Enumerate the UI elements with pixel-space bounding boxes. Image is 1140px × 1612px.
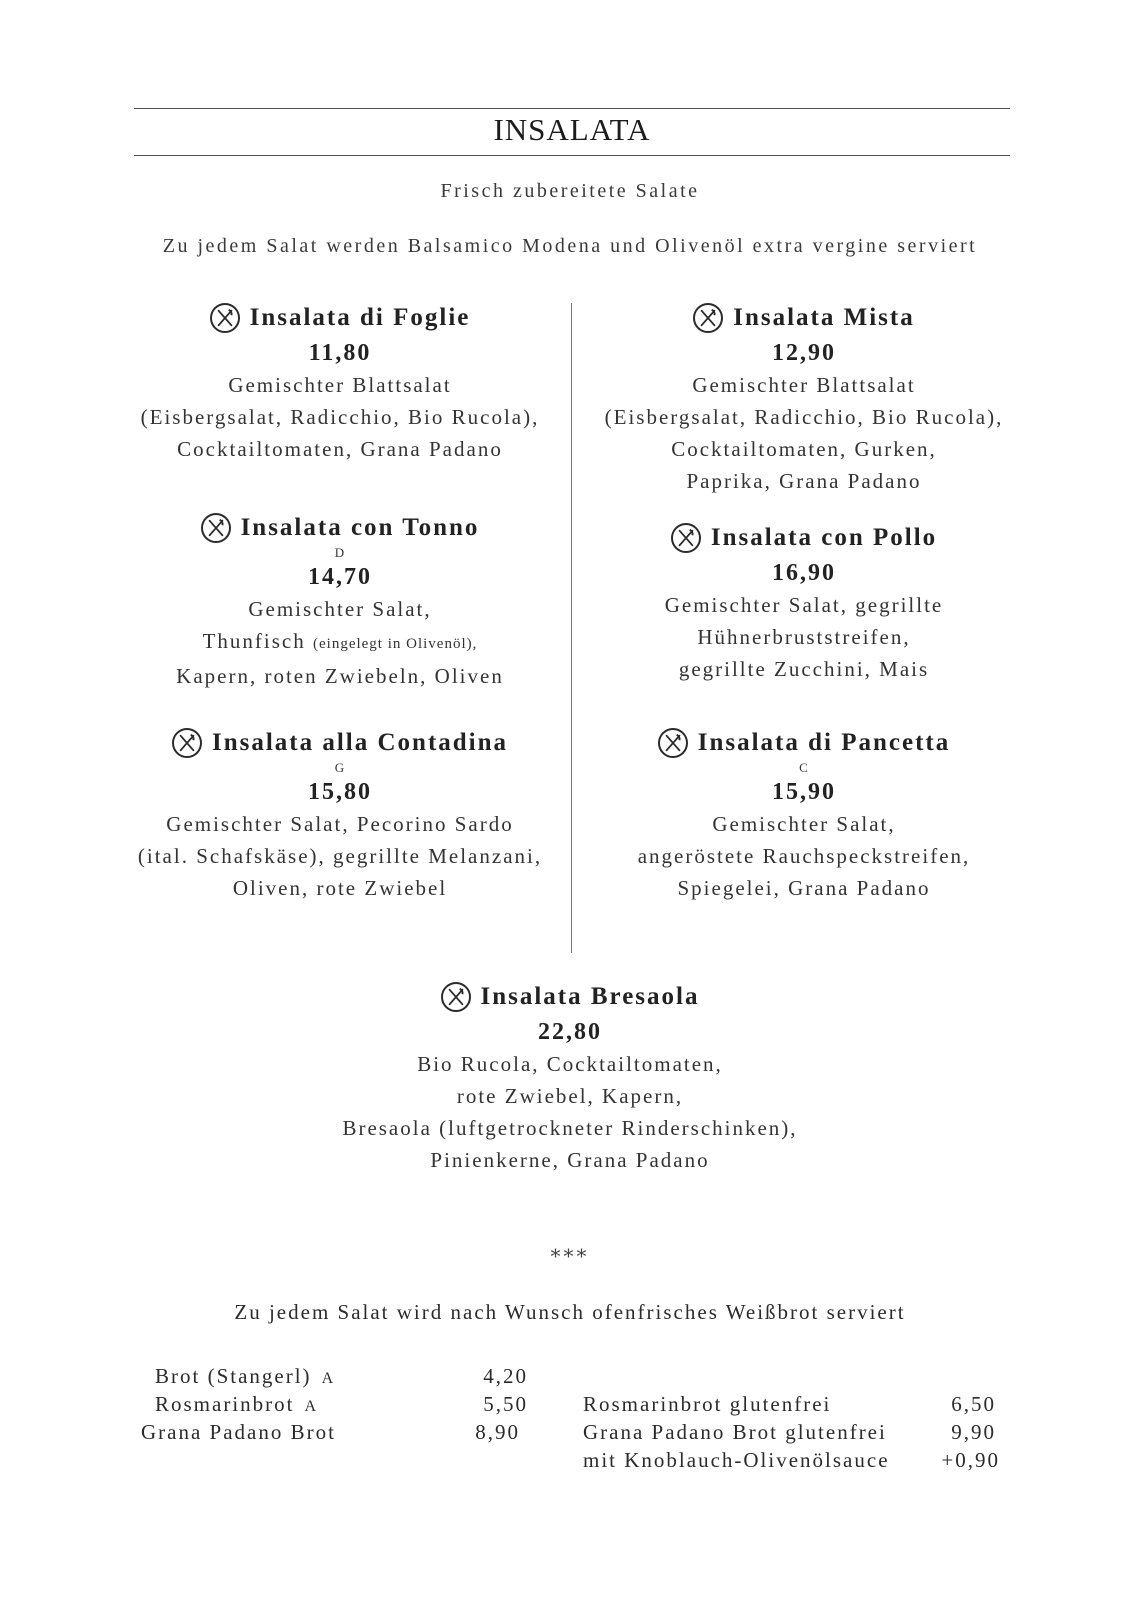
item-name: Insalata con Tonno [240, 514, 480, 541]
bread-price: 9,90 [951, 1420, 996, 1444]
menu-item [130, 728, 550, 904]
item-price: 16,90 [772, 560, 836, 586]
item-name: Insalata di Pancetta [697, 729, 951, 756]
menu-item [130, 513, 550, 692]
item-desc-small: (eingelegt in Olivenöl), [313, 636, 478, 652]
item-desc-line: Gemischter Salat, [712, 812, 896, 836]
bread-item [155, 1364, 335, 1389]
bread-allergen: A [304, 1398, 319, 1415]
title-rule [134, 155, 1010, 156]
item-price: 15,80 [308, 779, 372, 805]
bread-name: mit Knoblauch-Olivenölsauce [583, 1448, 890, 1472]
bread-note: Zu jedem Salat wird nach Wunsch ofenfrisches Weißbrot serviert [234, 1300, 906, 1324]
item-desc-line: rote Zwiebel, Kapern, [456, 1084, 684, 1108]
bread-name: Grana Padano Brot glutenfrei [583, 1420, 887, 1444]
item-price: 11,80 [308, 340, 372, 366]
item-desc-line: Gemischter Salat, gegrillte [664, 593, 944, 617]
bread-price: 4,20 [483, 1364, 528, 1388]
fork-knife-icon [172, 728, 202, 758]
item-allergen: D [334, 545, 346, 560]
fork-knife-icon [693, 303, 723, 333]
item-desc-line: (ital. Schafskäse), gegrillte Melanzani, [137, 844, 543, 868]
item-desc-line: Cocktailtomaten, Grana Padano [177, 437, 503, 461]
bread-item [583, 1420, 887, 1445]
bread-price: +0,90 [941, 1448, 1000, 1472]
menu-item [592, 523, 1016, 685]
item-desc-line: Gemischter Blattsalat [692, 373, 916, 397]
item-desc-line: Bresaola (luftgetrockneter Rinderschinken), [342, 1116, 798, 1140]
menu-item [320, 982, 820, 1176]
bread-name: Rosmarinbrot glutenfrei [583, 1392, 832, 1416]
item-desc-line: Oliven, rote Zwiebel [232, 876, 448, 900]
bread-price: 6,50 [951, 1392, 996, 1416]
item-price: 15,90 [772, 779, 836, 805]
item-name: Insalata di Foglie [249, 304, 471, 331]
menu-item [592, 303, 1016, 497]
item-desc-line: gegrillte Zucchini, Mais [678, 657, 930, 681]
bread-name: Rosmarinbrot [155, 1392, 295, 1416]
fork-knife-icon [441, 982, 471, 1012]
item-desc-line: Paprika, Grana Padano [686, 469, 922, 493]
item-desc-line: Pinienkerne, Grana Padano [430, 1148, 710, 1172]
separator: *** [550, 1244, 590, 1268]
bread-item [583, 1448, 890, 1473]
item-desc-line: Gemischter Salat, Pecorino Sardo [166, 812, 514, 836]
fork-knife-icon [210, 303, 240, 333]
item-desc-line: Bio Rucola, Cocktailtomaten, [417, 1052, 723, 1076]
fork-knife-icon [658, 728, 688, 758]
menu-item [592, 728, 1016, 904]
bread-item [141, 1420, 336, 1445]
item-desc-line: Kapern, roten Zwiebeln, Oliven [176, 664, 504, 688]
item-allergen: C [799, 760, 809, 775]
item-price: 12,90 [772, 340, 836, 366]
item-name: Insalata Bresaola [480, 983, 700, 1010]
item-desc-line: (Eisbergsalat, Radicchio, Bio Rucola), [604, 405, 1004, 429]
item-price: 22,80 [538, 1019, 602, 1045]
top-rule [134, 108, 1010, 109]
serving-note: Zu jedem Salat werden Balsamico Modena und Olivenöl extra vergine serviert [162, 235, 978, 257]
fork-knife-icon [201, 513, 231, 543]
item-desc-line: Spiegelei, Grana Padano [677, 876, 931, 900]
bread-name: Brot (Stangerl) [155, 1364, 312, 1388]
item-name: Insalata con Pollo [710, 524, 938, 551]
subtitle: Frisch zubereitete Salate [440, 180, 700, 202]
item-name: Insalata Mista [733, 304, 915, 331]
menu-item [130, 303, 550, 465]
item-desc-line: Gemischter Blattsalat [228, 373, 452, 397]
item-desc-line: Hühnerbruststreifen, [697, 625, 911, 649]
page-title: INSALATA [493, 112, 651, 147]
bread-price: 5,50 [483, 1392, 528, 1416]
column-divider [571, 303, 572, 953]
item-name: Insalata alla Contadina [211, 729, 509, 756]
item-allergen: G [334, 760, 346, 775]
bread-name: Grana Padano Brot [141, 1420, 336, 1444]
item-desc-line: Gemischter Salat, [248, 597, 432, 621]
bread-item [155, 1392, 318, 1417]
item-desc-line: Cocktailtomaten, Gurken, [671, 437, 937, 461]
bread-item [583, 1392, 831, 1417]
item-desc-line: angeröstete Rauchspeckstreifen, [637, 844, 971, 868]
item-desc-text: Thunfisch [202, 629, 306, 653]
item-desc-line: (Eisbergsalat, Radicchio, Bio Rucola), [140, 405, 540, 429]
item-price: 14,70 [308, 564, 372, 590]
fork-knife-icon [671, 523, 701, 553]
bread-price: 8,90 [475, 1420, 520, 1444]
item-desc-line [130, 625, 550, 660]
bread-allergen: A [321, 1370, 336, 1387]
